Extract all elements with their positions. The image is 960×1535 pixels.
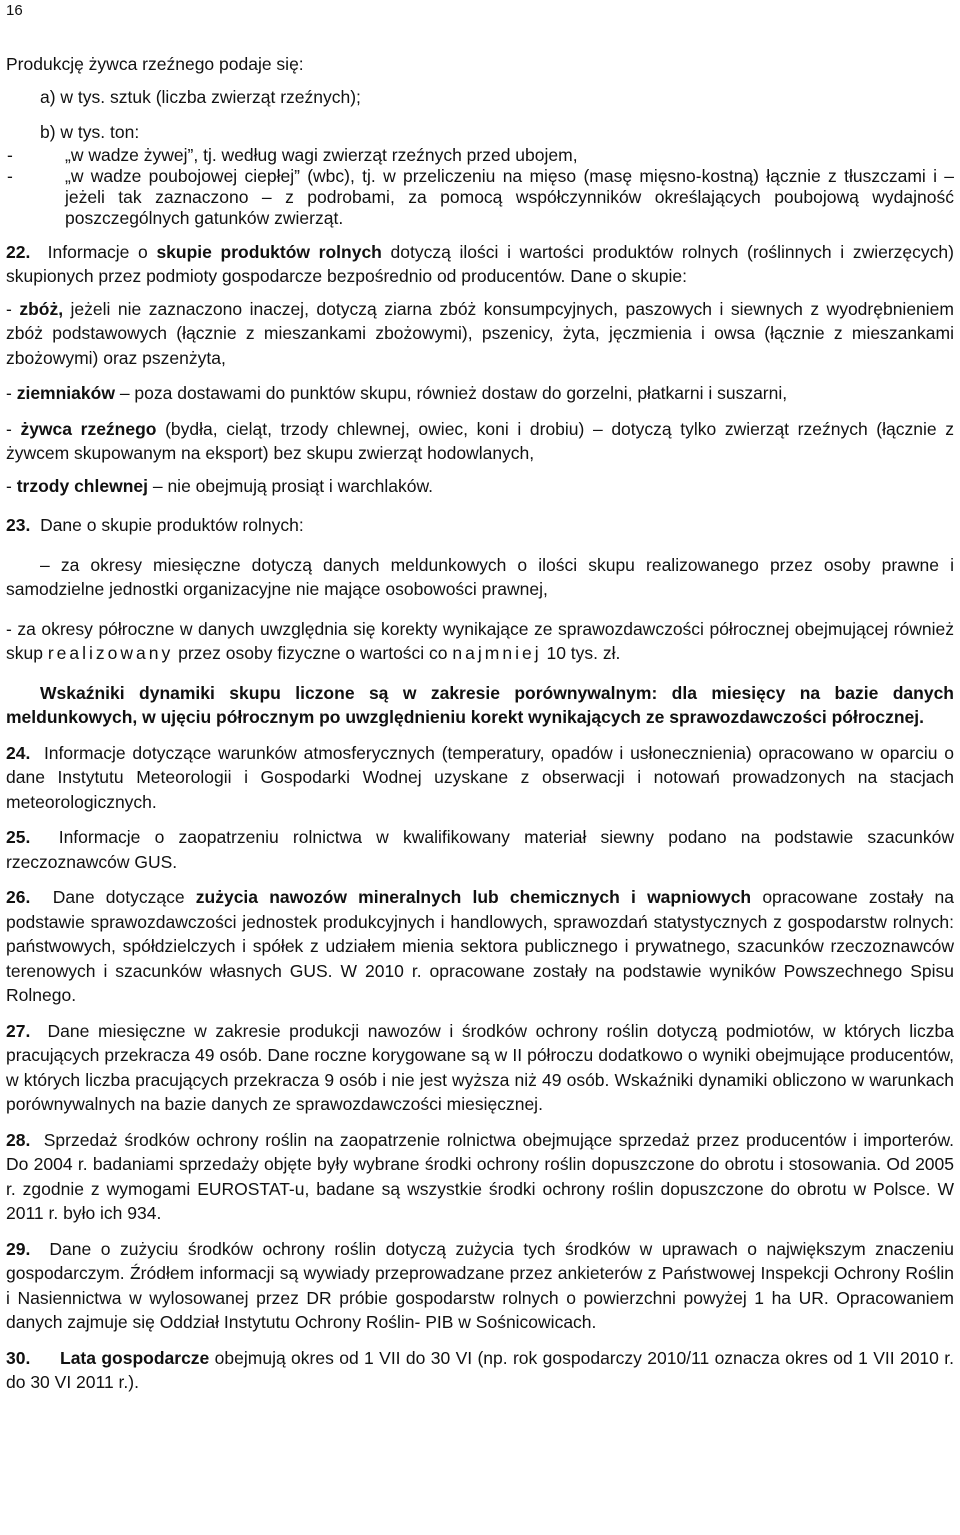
skup-zboz: - zbóż, jeżeli nie zaznaczono inaczej, dotyczą ziarna zbóż konsumpcyjnych, paszowych i siewnych z wyodrębnieniem zbóż podstawowych (łącznie z mieszankami zbożowymi), pszenicy, żyta, jęczmienia i owsa (łącznie z mieszankami zbożowymi) oraz pszenżyta,: [6, 298, 954, 368]
section-29: 29. Dane o zużyciu środków ochrony roślin dotyczą zużycia tych środków w uprawach o największym znaczeniu gospodarczym. Źródłem informacji są wywiady przeprowadzane przez ankieterów z Państwowej Inspekcji Ochrony Roślin i Nasiennictwa w wylosowanej przez DR próbie gospodarstw rolnych o powierzchni powyżej 1 ha UR. Opracowaniem danych zajmuje się Oddział Instytutu Ochrony Roślin- PIB w Sośnicowicach.: [6, 1238, 954, 1332]
s23-semiannual: - za okresy półroczne w danych uwzględnia się korekty wynikające ze sprawozdawczości półrocznej obejmującej również skup realizowany przez osoby fizyczne o wartości co najmniej 10 tys. zł.: [6, 618, 954, 663]
intro-item-b: b) w tys. ton:: [40, 122, 140, 142]
intro-lead: Produkcję żywca rzeźnego podaje się:: [6, 54, 304, 74]
section-24: 24. Informacje dotyczące warunków atmosferycznych (temperatury, opadów i usłonecznienia) opracowano w oparciu o dane Instytutu Meteorologii i Gospodarki Wodnej uzyskane z obserwacji i notowań prowadzonych na stacjach meteorologicznych.: [6, 742, 954, 812]
section-26: 26. Dane dotyczące zużycia nawozów mineralnych lub chemicznych i wapniowych opracowane zostały na podstawie sprawozdawczości jednostek produkcyjnych i handlowych, sprawozdań statystycznych z gospodarstw rolnych: państwowych, spółdzielczych i spółek z udziałem mienia sektora publicznego i prywatnego, szacunków rzeczoznawców terenowych i szacunków własnych GUS. W 2010 r. opracowane zostały na podstawie wyników Powszechnego Spisu Rolnego.: [6, 887, 954, 1005]
page-content: [6, 52, 954, 1395]
section-30: 30. Lata gospodarcze obejmują okres od 1 VII do 30 VI (np. rok gospodarczy 2010/11 oznacza okres od 1 VII 2010 r. do 30 VI 2011 r.).: [6, 1347, 954, 1392]
section-22: 22. Informacje o skupie produktów rolnych dotyczą ilości i wartości produktów rolnych (roślinnych i zwierzęcych) skupionych przez podmioty gospodarcze bezpośrednio od producentów. Dane o skupie:: [6, 241, 954, 286]
intro-dash-2: - „w wadze poubojowej ciepłej” (wbc), tj. w przeliczeniu na mięso (masę mięsno-kostną) łącznie z tłuszczami i – jeżeli tak zaznaczono – z podrobami, za pomocą współczynników określających poubojową wydajność poszczególnych gatunków zwierząt.: [7, 165, 954, 228]
section-27: 27. Dane miesięczne w zakresie produkcji nawozów i środków ochrony roślin dotyczą podmiotów, w których liczba pracujących przekracza 49 osób. Dane roczne korygowane są w II półroczu dodatkowo o wyniki obejmujące producentów, w których liczba pracujących przekracza 9 osób i nie jest wyższa niż 49 osób. Wskaźniki dynamiki obliczono w warunkach porównywalnych na bazie danych ze sprawozdawczości miesięcznej.: [6, 1020, 954, 1114]
section-23: 23. Dane o skupie produktów rolnych:: [6, 515, 304, 535]
intro-dash-1: - „w wadze żywej”, tj. według wagi zwierząt rzeźnych przed ubojem,: [7, 144, 578, 165]
skup-trzody: - trzody chlewnej – nie obejmują prosiąt i warchlaków.: [6, 475, 434, 496]
intro-item-a: a) w tys. sztuk (liczba zwierząt rzeźnych);: [40, 86, 361, 107]
skup-zywca: - żywca rzeźnego (bydła, cieląt, trzody chlewnej, owiec, koni i drobiu) – dotyczą tylko zwierząt rzeźnych (łącznie z żywcem skupowanym na eksport) bez skupu zwierząt hodowlanych,: [6, 418, 954, 463]
section-28: 28. Sprzedaż środków ochrony roślin na zaopatrzenie rolnictwa obejmujące sprzedaż przez producentów i importerów. Do 2004 r. badaniami sprzedaży objęte były wybrane środki ochrony roślin dopuszczone do obrotu i stosowania. Od 2005 r. zgodnie z wymogami EUROSTAT-u, badane są wszystkie środki ochrony roślin dopuszczone do obrotu w Polsce. W 2011 r. było ich 934.: [6, 1129, 954, 1223]
page-number: 16: [6, 2, 23, 19]
section-25: 25. Informacje o zaopatrzeniu rolnictwa w kwalifikowany materiał siewny podano na podstawie szacunków rzeczoznawców GUS.: [6, 827, 954, 872]
skup-ziemniakow: - ziemniaków – poza dostawami do punktów skupu, również dostaw do gorzelni, płatkarni i suszarni,: [6, 383, 788, 403]
s23-dynamics-note: Wskaźniki dynamiki skupu liczone są w zakresie porównywalnym: dla miesięcy na bazie danych meldunkowych, w ujęciu półrocznym po uwzględnieniu korekt wynikających ze sprawozdawczości półrocznej.: [6, 682, 954, 727]
s23-monthly: – za okresy miesięczne dotyczą danych meldunkowych o ilości skupu realizowanego przez osoby prawne i samodzielne jednostki organizacyjne nie mające osobowości prawnej,: [6, 554, 954, 599]
